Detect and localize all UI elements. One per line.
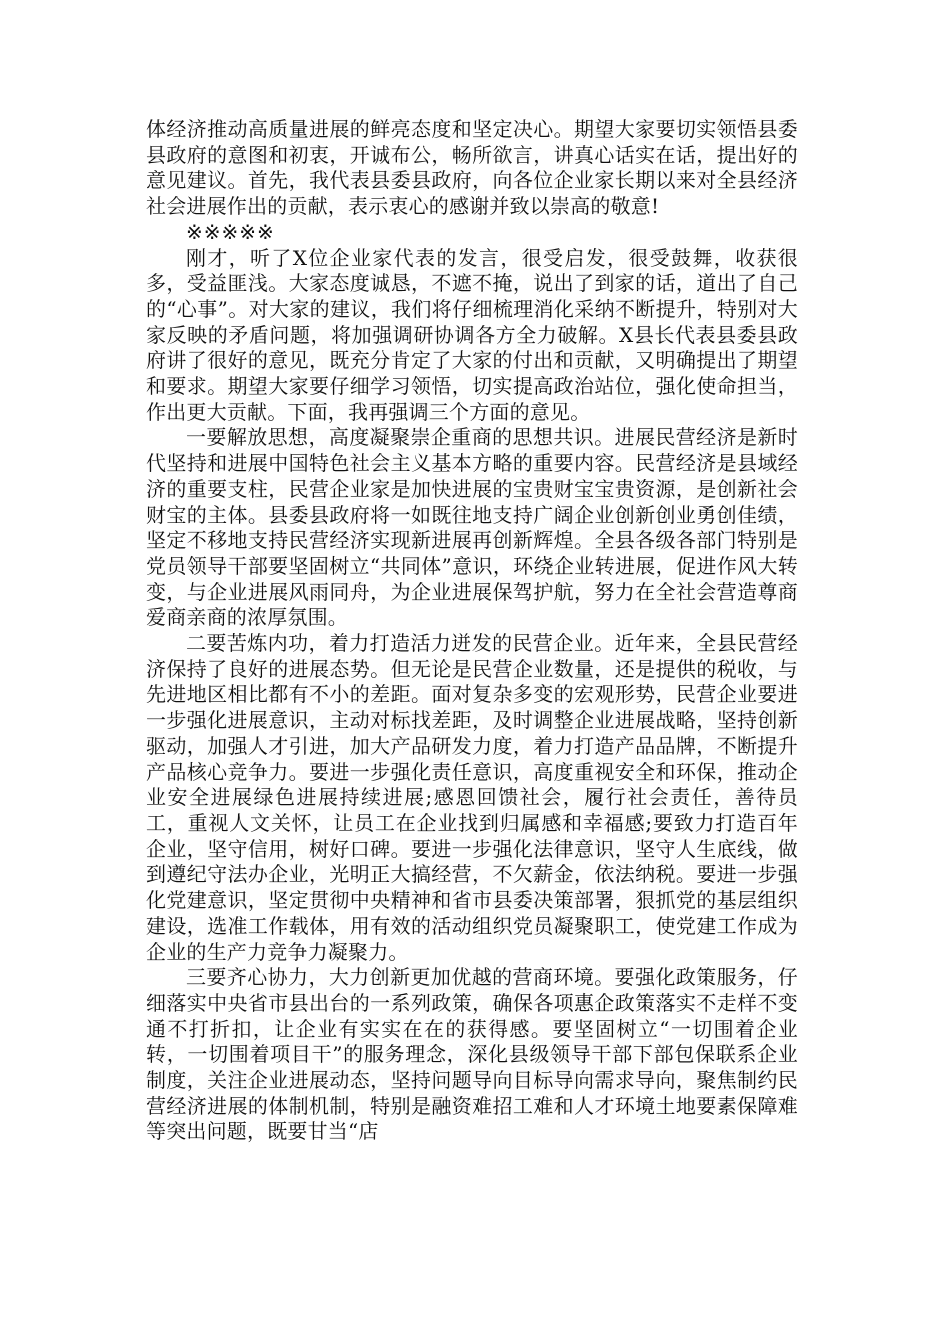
paragraph-continuation: 体经济推动高质量进展的鲜亮态度和坚定决心。期望大家要切实领悟县委县政府的意图和初衷，开诚布公，畅所欲言，讲真心话实在话，提出好的意见建议。首先，我代表县委县政府，向各位企业家长期以来对全县经济社会进展作出的贡献，表示衷心的感谢并致以崇高的敬意!: [146, 117, 798, 219]
paragraph-point-two: 二要苦炼内功，着力打造活力迸发的民营企业。近年来，全县民营经济保持了良好的进展态势。但无论是民营企业数量，还是提供的税收，与先进地区相比都有不小的差距。面对复杂多变的宏观形势，民营企业要进一步强化进展意识，主动对标找差距，及时调整企业进展战略，坚持创新驱动，加强人才引进，加大产品研发力度，着力打造产品品牌，不断提升产品核心竞争力。要进一步强化责任意识，高度重视安全和环保，推动企业安全进展绿色进展持续进展;感恩回馈社会，履行社会责任，善待员工，重视人文关怀，让员工在企业找到归属感和幸福感;要致力打造百年企业，坚守信用，树好口碑。要进一步强化法律意识，坚守人生底线，做到遵纪守法办企业，光明正大搞经营，不欠薪金，依法纳税。要进一步强化党建意识，坚定贯彻中央精神和省市县委决策部署，狠抓党的基层组织建设，选准工作载体，用有效的活动组织党员凝聚职工，使党建工作成为企业的生产力竞争力凝聚力。: [146, 631, 798, 964]
paragraph-point-three: 三要齐心协力，大力创新更加优越的营商环境。要强化政策服务，仔细落实中央省市县出台的一系列政策，确保各项惠企政策落实不走样不变通不打折扣，让企业有实实在在的获得感。要坚固树立“一切围着企业转，一切围着项目干”的服务理念，深化县级领导干部下部包保联系企业制度，关注企业进展动态，坚持问题导向目标导向需求导向，聚焦制约民营经济进展的体制机制，特别是融资难招工难和人才环境土地要素保障难等突出问题，既要甘当“店: [146, 965, 798, 1144]
paragraph-point-one: 一要解放思想，高度凝聚崇企重商的思想共识。进展民营经济是新时代坚持和进展中国特色社会主义基本方略的重要内容。民营经济是县域经济的重要支柱，民营企业家是加快进展的宝贵财宝宝贵资源，是创新社会财宝的主体。县委县政府将一如既往地支持广阔企业创新创业勇创佳绩，坚定不移地支持民营经济实现新进展再创新辉煌。全县各级各部门特别是党员领导干部要坚固树立“共同体”意识，环绕企业转进展，促进作风大转变，与企业进展风雨同舟，为企业进展保驾护航，努力在全社会营造尊商爱商亲商的浓厚氛围。: [146, 425, 798, 630]
paragraph-response: 刚才，听了X位企业家代表的发言，很受启发，很受鼓舞，收获很多，受益匪浅。大家态度诚恳，不遮不掩，说出了到家的话，道出了自己的“心事”。对大家的建议，我们将仔细梳理消化采纳不断提升，特别对大家反映的矛盾问题，将加强调研协调各方全力破解。X县长代表县委县政府讲了很好的意见，既充分肯定了大家的付出和贡献，又明确提出了期望和要求。期望大家要仔细学习领悟，切实提高政治站位，强化使命担当，作出更大贡献。下面，我再强调三个方面的意见。: [146, 245, 798, 424]
document-body: [146, 117, 798, 1145]
section-separator: ※※※※※: [186, 219, 275, 244]
